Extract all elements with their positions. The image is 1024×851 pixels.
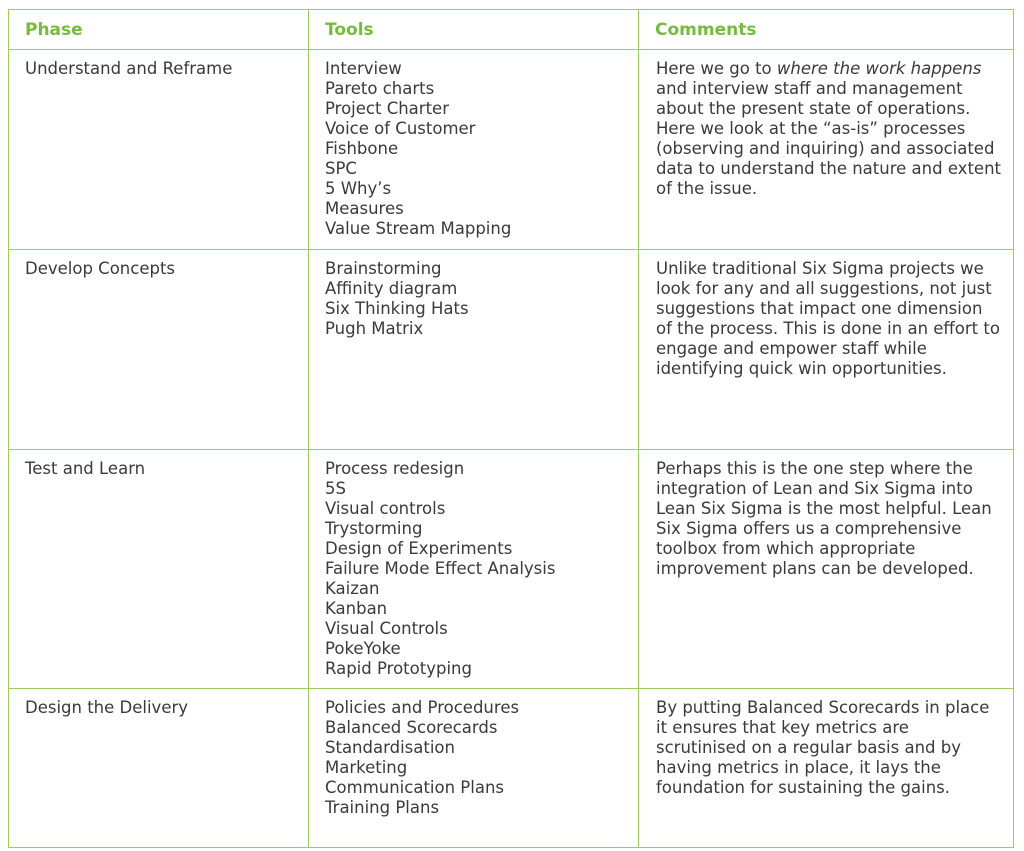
tool-item: Fishbone	[325, 139, 399, 158]
tool-item: Value Stream Mapping	[325, 219, 512, 238]
phase-cell: Design the Delivery	[9, 689, 309, 848]
tool-item: 5 Why’s	[325, 179, 392, 198]
tools-cell	[309, 689, 639, 848]
tool-item: Trystorming	[325, 519, 423, 538]
table-row	[9, 50, 1014, 250]
tool-item: Project Charter	[325, 99, 449, 118]
header-tools: Tools	[309, 10, 639, 50]
tool-item: Balanced Scorecards	[325, 718, 498, 737]
tool-item: Failure Mode Effect Analysis	[325, 559, 556, 578]
tool-item: Brainstorming	[325, 259, 442, 278]
tool-item: 5S	[325, 479, 346, 498]
tool-item: Visual Controls	[325, 619, 448, 638]
tools-cell	[309, 50, 639, 250]
comment-emphasis: where the work happens	[776, 59, 982, 78]
tool-item: Process redesign	[325, 459, 465, 478]
phase-cell: Develop Concepts	[9, 250, 309, 450]
comment-text: and interview staff and management about the present state of operations. Here we look at the “as-is” processes (observing and inquiring) and associated data to understand the nature and extent of the issue.	[656, 79, 1001, 198]
table-row	[9, 450, 1014, 689]
comment-cell: Unlike traditional Six Sigma projects we look for any and all suggestions, not just suggestions that impact one dimension of the process. This is done in an effort to engage and empower staff while identifying quick win opportunities.	[639, 250, 1014, 450]
header-phase: Phase	[9, 10, 309, 50]
header-comments: Comments	[639, 10, 1014, 50]
tool-item: Rapid Prototyping	[325, 659, 472, 678]
table-header-row	[9, 10, 1014, 50]
phase-cell: Understand and Reframe	[9, 50, 309, 250]
tool-item: SPC	[325, 159, 357, 178]
tool-item: Visual controls	[325, 499, 446, 518]
tool-item: Marketing	[325, 758, 408, 777]
phase-tools-table-container	[8, 9, 1013, 848]
tool-item: Pugh Matrix	[325, 319, 424, 338]
phase-tools-table	[8, 9, 1014, 848]
tool-item: Pareto charts	[325, 79, 435, 98]
tools-cell	[309, 250, 639, 450]
tool-item: Policies and Procedures	[325, 698, 520, 717]
tool-item: Voice of Customer	[325, 119, 476, 138]
tool-item: Interview	[325, 59, 402, 78]
tool-item: Kaizan	[325, 579, 380, 598]
table-row	[9, 689, 1014, 848]
tool-item: Training Plans	[325, 798, 440, 817]
tool-item: Communication Plans	[325, 778, 504, 797]
phase-cell: Test and Learn	[9, 450, 309, 689]
tool-item: PokeYoke	[325, 639, 401, 658]
comment-cell: By putting Balanced Scorecards in place it ensures that key metrics are scrutinised on a regular basis and by having metrics in place, it lays the foundation for sustaining the gains.	[639, 689, 1014, 848]
tool-item: Measures	[325, 199, 404, 218]
tool-item: Design of Experiments	[325, 539, 513, 558]
comment-cell	[639, 50, 1014, 250]
tools-cell	[309, 450, 639, 689]
tool-item: Kanban	[325, 599, 388, 618]
tool-item: Affinity diagram	[325, 279, 458, 298]
tool-item: Six Thinking Hats	[325, 299, 469, 318]
tool-item: Standardisation	[325, 738, 455, 757]
comment-cell: Perhaps this is the one step where the integration of Lean and Six Sigma into Lean Six Sigma is the most helpful. Lean Six Sigma offers us a comprehensive toolbox from which appropriate improvement plans can be developed.	[639, 450, 1014, 689]
table-row	[9, 250, 1014, 450]
comment-text: Here we go to	[656, 59, 777, 78]
